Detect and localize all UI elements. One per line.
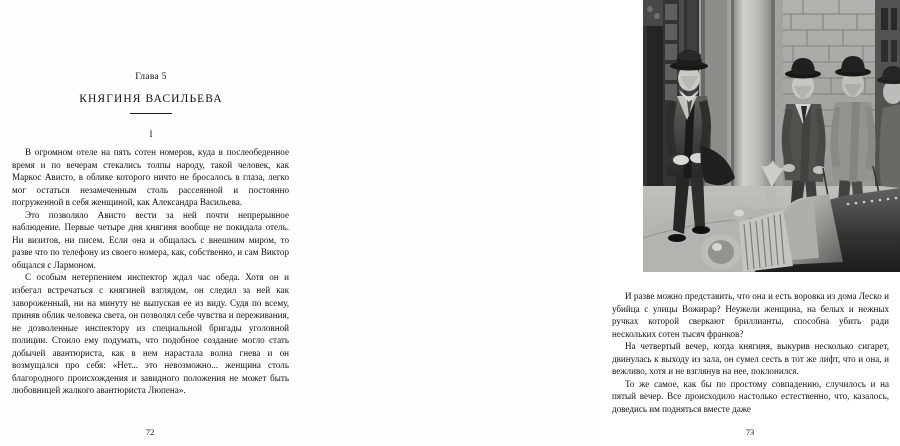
paragraph: С особым нетерпением инспектор ждал час обеда. Хотя он и избегал встречаться с княгиней взглядом, он следил за ней как завороженный, ни на минуту не выпуская ее из виду. Судя по всему, приняв облик человека света, он позволял себе чувства и переживания, не дозволенные инспектору из специальной бригады уголовной полиции. Стоило ему подумать, что подобное создание могло стать добычей авантюриста, как в нем нарастала волна гнева и он возмущался про себя: «Нет... это невозможно... женщина столь благородного происхождения и завидного положения не может быть любовницей жалкого авантюриста Люпена». [12,272,289,396]
left-page-body-text [12,146,289,397]
paragraph: В огромном отеле на пять сотен номеров, куда в послеобеденное время и по вечерам стекались толпы народу, такой человек, как Маркос Ависто, в облике которого ничто не бросалось в глаза, легко мог остаться незамеченным столь рассеянной и постоянно погруженной в себя женщиной, как Александра Васильева. [12,147,289,208]
paragraph: Это позволяло Ависто вести за ней почти непрерывное наблюдение. Первые четыре дня княгиня вообще не покидала отель. Ни визитов, ни писем. Если она и общалась с внешним миром, то разве что по телефону из своего номера, как, собственно, и сам Виктор общался с Лармоном. [12,209,289,270]
right-page [300,0,889,446]
chapter-heading [12,72,290,139]
street-scene-engraving [643,0,900,272]
paragraph: То же самое, как бы по простому совпадению, случилось и на пятый вечер. Все происходило настолько естественно, что, казалось, доведись им подняться вместе даже [612,378,889,414]
left-page [0,0,300,446]
chapter-title: КНЯГИНЯ ВАСИЛЬЕВА [79,93,223,106]
right-page-body-text [612,290,889,415]
page-number-left: 72 [145,427,155,437]
page-number-right: 73 [745,427,755,437]
paragraph: И разве можно представить, что она и есть воровка из дома Леско и убийца с улицы Вожирар? Неужели женщина, на белых и нежных ручках которой сверкают бриллианты, способна убить ради нескольких сотен тысяч франков? [612,291,889,339]
chapter-label: Глава 5 [135,72,167,82]
paragraph: На четвертый вечер, когда княгиня, выкурив несколько сигарет, двинулась к выходу из зала, он сумел сесть в тот же лифт, что и она, и вежливо, хотя и не взглянув на нее, поклонился. [612,341,889,377]
ornament-rule-icon [130,113,172,114]
section-number: I [149,129,153,140]
